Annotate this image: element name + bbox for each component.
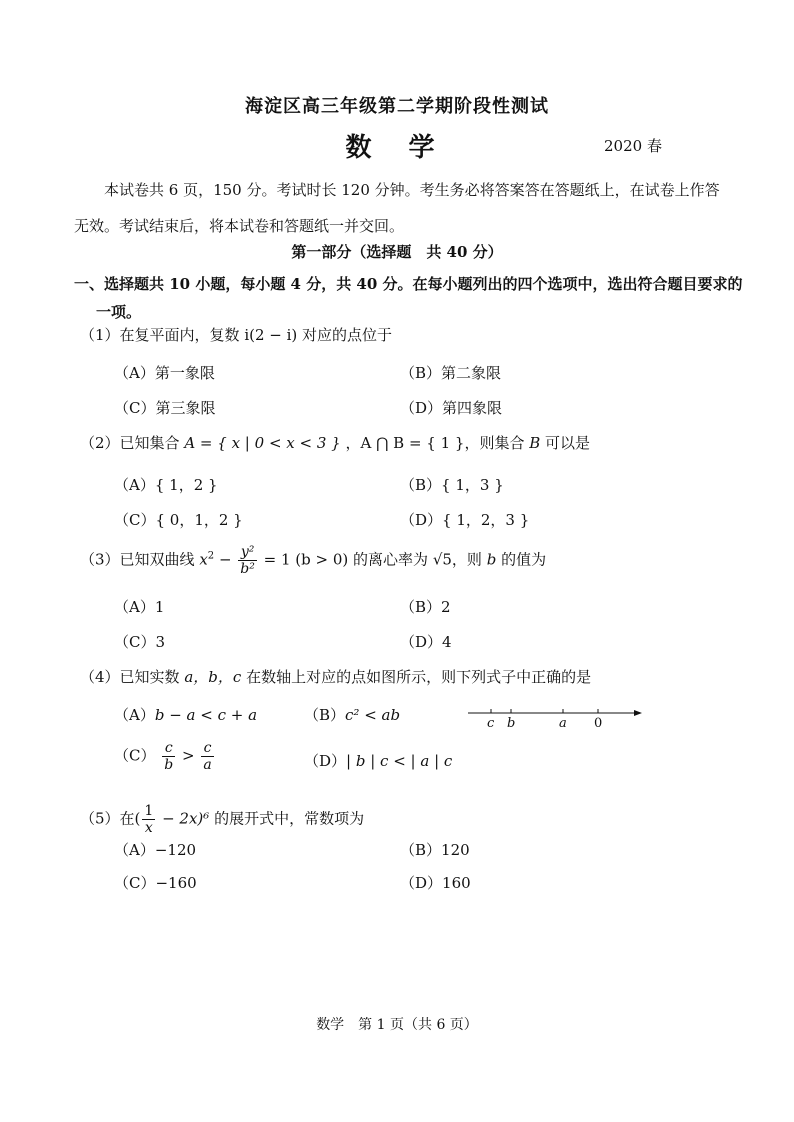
question-3-option-b: （B）2 (400, 598, 451, 616)
number-line-figure (466, 700, 646, 734)
exam-subject: 数 学 (345, 133, 449, 163)
part-one-heading: 第一部分（选择题 共 40 分） (291, 243, 503, 261)
question-1-option-b: （B）第二象限 (400, 364, 502, 382)
question-4-prefix: （4）已知实数 (80, 668, 180, 686)
question-5-option-a: （A）−120 (114, 841, 197, 859)
question-3-fraction-numerator: y² (238, 544, 257, 561)
question-2-suffix: 可以是 (545, 434, 591, 452)
question-5-option-c: （C）−160 (114, 874, 197, 892)
question-4-suffix: 在数轴上对应的点如图所示，则下列式子中正确的是 (246, 668, 592, 686)
question-3-option-d: （D）4 (400, 633, 452, 651)
question-3-equation-tail: = 1 (b > 0) (263, 550, 349, 569)
question-1-option-a: （A）第一象限 (114, 364, 215, 382)
question-2-set-a: A = { x | 0 < x < 3 } (184, 434, 341, 452)
question-4-option-b (304, 704, 400, 725)
question-4-option-c-den-1: b (164, 757, 174, 773)
question-4-option-c-num-2: c (201, 740, 213, 757)
question-1-stem: （1）在复平面内，复数 i(2 − i) 对应的点位于 (80, 326, 393, 344)
question-4-option-c (114, 740, 216, 773)
question-3-minus: − (218, 550, 237, 569)
question-1-option-d: （D）第四象限 (400, 399, 503, 417)
number-line-label-a: a (559, 716, 567, 731)
number-line-label-b: b (507, 716, 516, 731)
question-3-fraction-denominator: b² (240, 561, 255, 577)
exam-instructions: 本试卷共 6 页，150 分。考试时长 120 分钟。考生务必将答案答在答题纸上，在试卷上作答无效。考试结束后，将本试卷和答题纸一并交回。 (74, 181, 720, 235)
question-4-option-d (304, 750, 452, 771)
question-5-option-b: （B）120 (400, 841, 470, 859)
question-4-stem (80, 666, 591, 687)
question-3-x: x (199, 550, 208, 569)
exam-term: 2020 春 (604, 137, 662, 155)
question-2-prefix: （2）已知集合 (80, 434, 180, 452)
question-4-option-d-label: （D） (304, 752, 347, 770)
question-5-stem: （5）在( $\frac{1}{x}$ − 2x)⁶ 的展开式中，常数项为 (80, 803, 365, 836)
question-3-stem (80, 544, 546, 577)
question-4-option-a-label: （A） (114, 706, 155, 724)
exam-title: 海淀区高三年级第二学期阶段性测试 (245, 96, 549, 117)
question-5-fraction (142, 803, 155, 836)
question-4-option-c-gt: > (182, 746, 195, 765)
question-3-fraction (238, 544, 257, 577)
section-one-heading: 一、选择题共 10 小题，每小题 4 分，共 40 分。在每小题列出的四个选项中，选出符合题目要求的一项。 (74, 275, 743, 321)
question-4-option-c-fraction-1 (162, 740, 175, 773)
question-5-fraction-numerator: 1 (144, 803, 154, 819)
question-4-option-c-fraction-2 (201, 740, 213, 773)
question-1-option-c: （C）第三象限 (114, 399, 216, 417)
number-line-label-c: c (487, 716, 495, 731)
question-2-stem (80, 432, 590, 453)
question-2-option-d: （D）{ 1，2，3 } (400, 511, 530, 529)
question-2-option-b: （B）{ 1，3 } (400, 476, 504, 494)
question-5-prefix: （5）在 (80, 809, 135, 828)
question-3-prefix: （3）已知双曲线 (80, 550, 195, 569)
question-4-option-c-num-1: c (162, 740, 175, 757)
question-5-fraction-denominator: x (144, 820, 153, 836)
question-4-option-c-den-2: a (203, 757, 212, 773)
question-2-var-b: B (529, 434, 541, 452)
question-3-x-power: 2 (207, 550, 215, 562)
question-4-option-c-label: （C） (114, 746, 156, 765)
question-4-option-a (114, 704, 257, 725)
question-5-suffix: 的展开式中，常数项为 (214, 809, 365, 828)
question-3-mid: 的离心率为 √5，则 (353, 550, 482, 569)
question-3-suffix: 的值为 (501, 550, 547, 569)
question-4-vars: a，b，c (184, 668, 242, 686)
number-line-arrow-icon (634, 710, 642, 716)
question-4-option-b-expr: c² < ab (345, 706, 401, 724)
question-2-option-a: （A）{ 1，2 } (114, 476, 218, 494)
number-line-label-0: 0 (594, 716, 603, 731)
question-3-option-c: （C）3 (114, 633, 166, 651)
question-4-option-b-label: （B） (304, 706, 346, 724)
question-4-option-d-expr: | b | c < | a | c (346, 752, 453, 770)
question-5-expr-tail: − 2x)⁶ (157, 809, 210, 828)
question-3-var-b: b (486, 550, 497, 569)
page-footer: 数学 第 1 页（共 6 页） (316, 1017, 478, 1033)
question-3-option-a: （A）1 (114, 598, 165, 616)
question-4-option-a-expr: b − a < c + a (154, 706, 258, 724)
question-5-option-d: （D）160 (400, 874, 471, 892)
question-2-option-c: （C）{ 0，1，2 } (114, 511, 243, 529)
question-2-mid: ，A ⋂ B = { 1 }，则集合 (345, 434, 525, 452)
